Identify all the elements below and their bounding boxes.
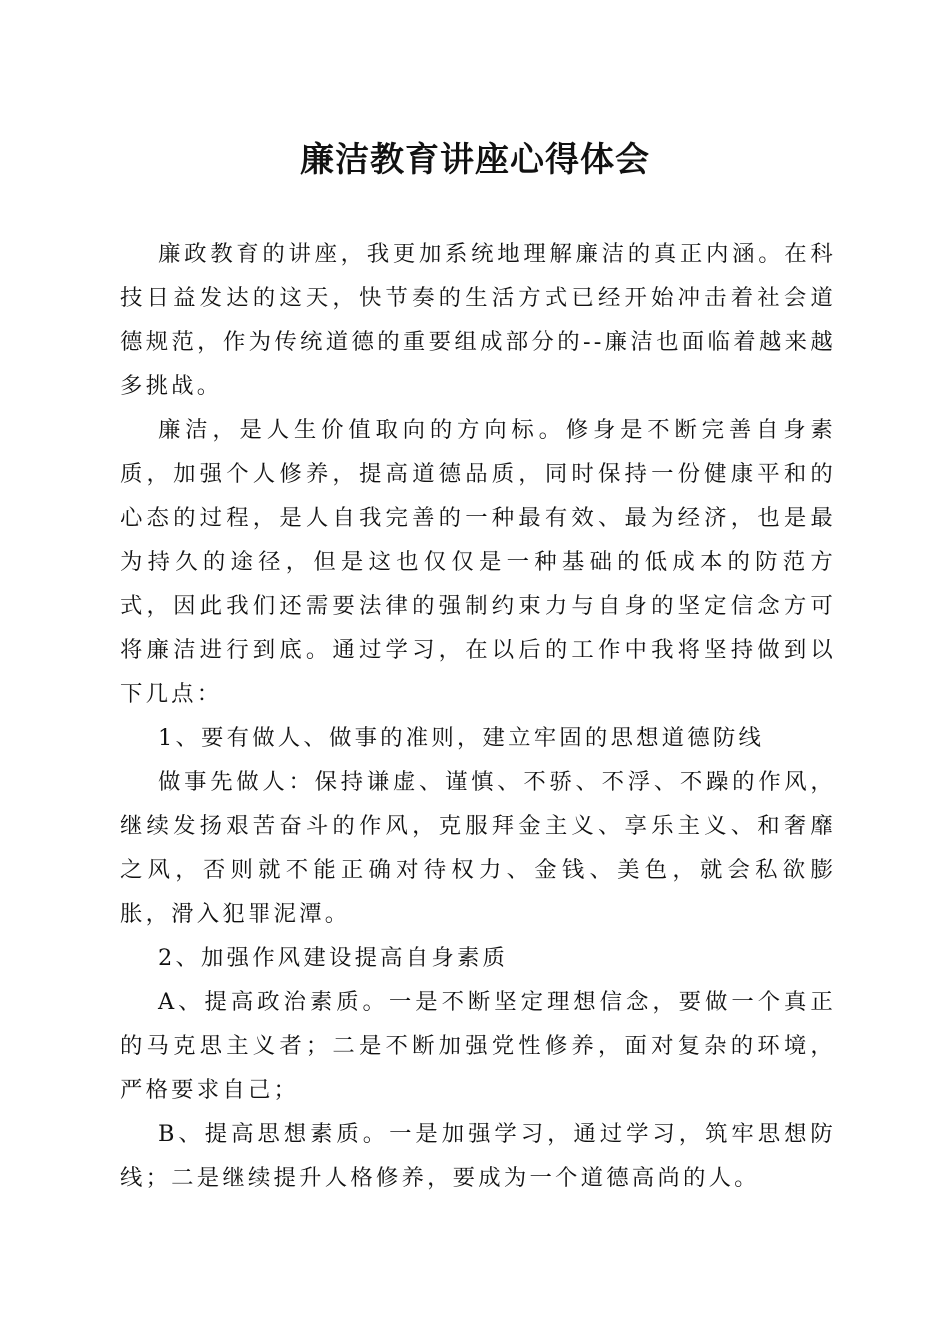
paragraph-intro: 廉政教育的讲座，我更加系统地理解廉洁的真正内涵。在科技日益发达的这天，快节奏的生活方式已经开始冲击着社会道德规范，作为传统道德的重要组成部分的--廉洁也面临着越来越多挑战。 [120,241,836,399]
paragraph-point-2b: B、提高思想素质。一是加强学习，通过学习，筑牢思想防线；二是继续提升人格修养，要成为一个道德高尚的人。 [120,1121,836,1191]
heading-point-2: 2、加强作风建设提高自身素质 [158,945,509,971]
heading-point-1: 1、要有做人、做事的准则，建立牢固的思想道德防线 [158,725,765,751]
document-body [120,232,836,1200]
page-title: 廉洁教育讲座心得体会 [300,140,650,180]
paragraph-point-1: 做事先做人：保持谦虚、谨慎、不骄、不浮、不躁的作风，继续发扬艰苦奋斗的作风，克服拜金主义、享乐主义、和奢靡之风，否则就不能正确对待权力、金钱、美色，就会私欲膨胀，滑入犯罪泥潭。 [120,769,836,927]
paragraph-point-2a: A、提高政治素质。一是不断坚定理想信念，要做一个真正的马克思主义者；二是不断加强党性修养，面对复杂的环境，严格要求自己； [120,989,836,1103]
paragraph-integrity: 廉洁，是人生价值取向的方向标。修身是不断完善自身素质，加强个人修养，提高道德品质，同时保持一份健康平和的心态的过程，是人自我完善的一种最有效、最为经济，也是最为持久的途径，但是这也仅仅是一种基础的低成本的防范方式，因此我们还需要法律的强制约束力与自身的坚定信念方可将廉洁进行到底。通过学习，在以后的工作中我将坚持做到以下几点： [120,417,836,707]
